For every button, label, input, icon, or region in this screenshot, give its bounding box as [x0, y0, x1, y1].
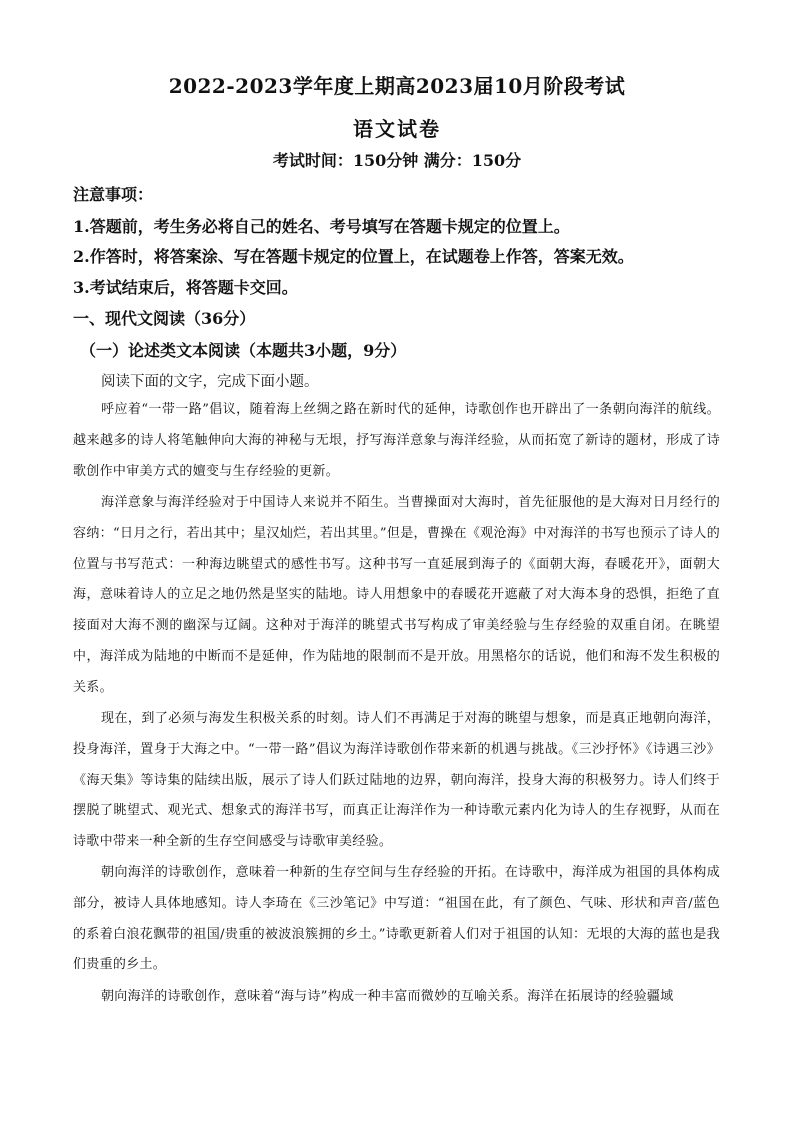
- passage-paragraph-3: 现在，到了必须与海发生积极关系的时刻。诗人们不再满足于对海的眺望与想象，而是真正地朝向海洋，投身海洋，置身于大海之中。“一带一路”倡议为海洋诗歌创作带来新的机遇与挑战。《三沙抒怀》《诗遇三沙》《海天集》等诗集的陆续出版，展示了诗人们跃过陆地的边界，朝向海洋，投身大海的积极努力。诗人们终于摆脱了眺望式、观光式、想象式的海洋书写，而真正让海洋作为一种诗歌元素内化为诗人的生存视野，从而在诗歌中带来一种全新的生存空间感受与诗歌审美经验。: [73, 711, 720, 850]
- reading-instruction: 阅读下面的文字，完成下面小题。: [101, 374, 319, 390]
- section-heading: 一、现代文阅读（36分）: [73, 309, 256, 328]
- passage-paragraph-5: 朝向海洋的诗歌创作，意味着“海与诗”构成一种丰富而微妙的互喻关系。海洋在拓展诗的经验疆域: [101, 989, 674, 1004]
- passage-paragraph-1: 呼应着“一带一路”倡议，随着海上丝绸之路在新时代的延伸，诗歌创作也开辟出了一条朝向海洋的航线。越来越多的诗人将笔触伸向大海的神秘与无垠，抒写海洋意象与海洋经验，从而拓宽了新诗的题材，形成了诗歌创作中审美方式的嬗变与生存经验的更新。: [73, 402, 720, 479]
- subsection-heading: （一）论述类文本阅读（本题共3小题，9分）: [80, 341, 407, 360]
- notice-item-3: 3.考试结束后，将答题卡交回。: [73, 278, 298, 297]
- exam-title: 2022-2023学年度上期高2023届10月阶段考试: [168, 74, 626, 98]
- exam-info: 考试时间：150分钟 满分：150分: [272, 151, 522, 170]
- exam-subtitle: 语文试卷: [353, 117, 441, 141]
- passage-paragraph-4: 朝向海洋的诗歌创作，意味着一种新的生存空间与生存经验的开拓。在诗歌中，海洋成为祖国的具体构成部分，被诗人具体地感知。诗人李琦在《三沙笔记》中写道：“祖国在此，有了颜色、气味、形状和声音/蓝色的系着白浪花飘带的祖国/贵重的被波浪簇拥的乡土。”诗歌更新着人们对于祖国的认知：无垠的大海的蓝也是我们贵重的乡土。: [73, 865, 720, 973]
- passage-paragraph-2: 海洋意象与海洋经验对于中国诗人来说并不陌生。当曹操面对大海时，首先征服他的是大海对日月经行的容纳：“日月之行，若出其中；星汉灿烂，若出其里。”但是，曹操在《观沧海》中对海洋的书写也预示了诗人的位置与书写范式：一种海边眺望式的感性书写。这种书写一直延展到海子的《面朝大海，春暖花开》，面朝大海，意味着诗人的立足之地仍然是坚实的陆地。诗人用想象中的春暖花开遮蔽了对大海本身的恐惧，拒绝了直接面对大海不测的幽深与辽阔。这种对于海洋的眺望式书写构成了审美经验与生存经验的双重自闭。在眺望中，海洋成为陆地的中断而不是延伸，作为陆地的限制而不是开放。用黑格尔的话说，他们和海不发生积极的关系。: [73, 495, 720, 695]
- notice-item-1: 1.答题前，考生务必将自己的姓名、考号填写在答题卡规定的位置上。: [73, 217, 570, 236]
- notice-heading: 注意事项：: [73, 185, 154, 204]
- notice-item-2: 2.作答时，将答案涂、写在答题卡规定的位置上，在试题卷上作答，答案无效。: [73, 247, 634, 266]
